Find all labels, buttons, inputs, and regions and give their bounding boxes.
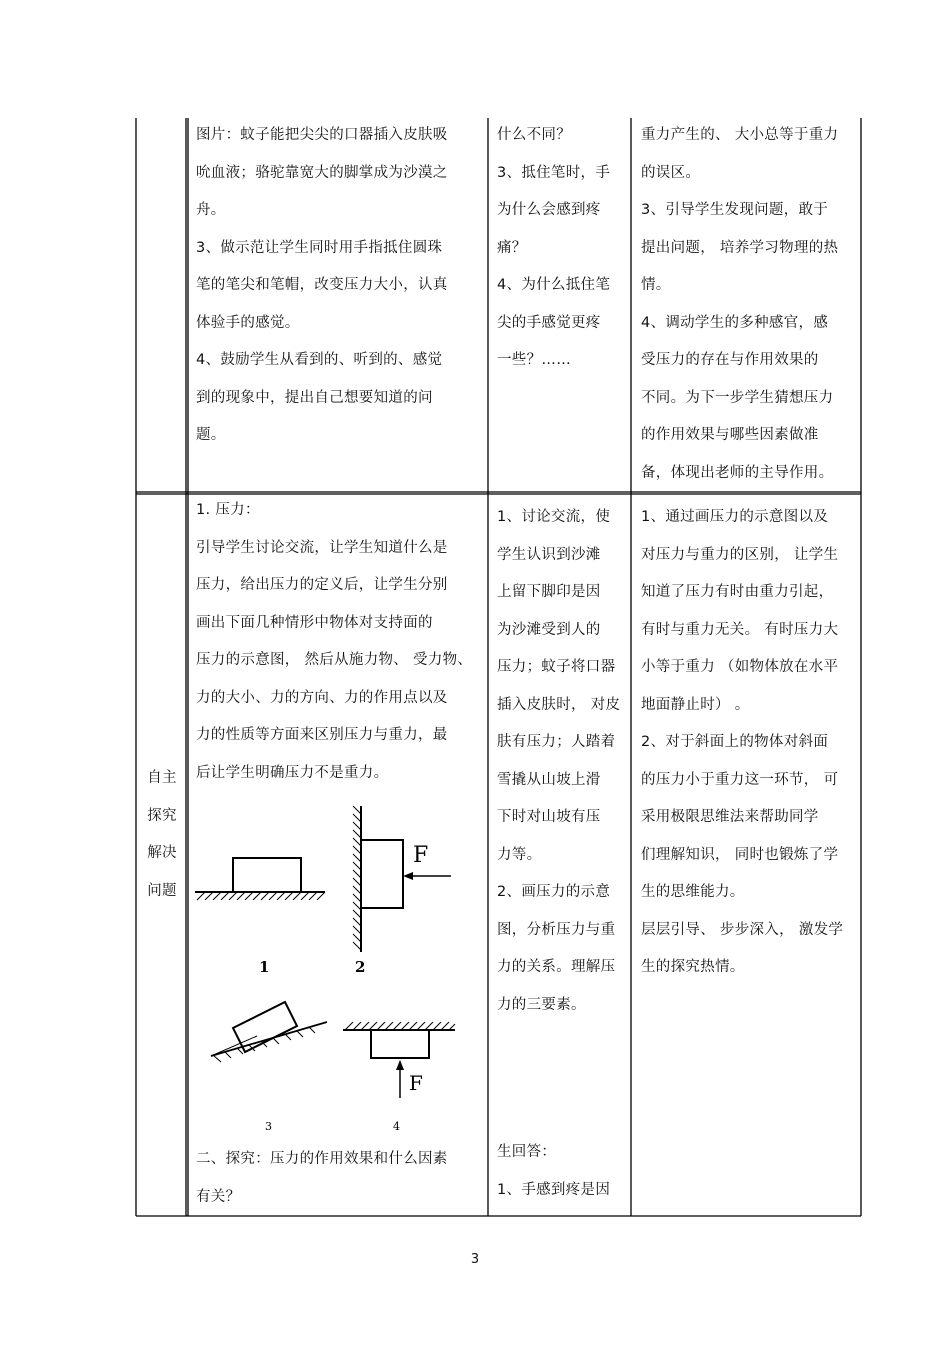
figure-3 [211, 1002, 327, 1062]
text-line: 体验手的感觉。 [196, 314, 300, 331]
text-line: 一些？…… [497, 352, 571, 368]
text-line: 力的性质等方面来区别压力与重力，最 [196, 727, 448, 743]
stage-label: 自主 [147, 770, 177, 786]
text-line: 力等。 [497, 846, 542, 863]
text-line: 1、手感到疼是因 [497, 1181, 611, 1198]
figure-1 [195, 858, 325, 900]
text-line: 不同。为下一步学生猜想压力 [641, 389, 834, 406]
text-line: 小等于重力 （如物体放在水平 [641, 659, 839, 675]
text-line: 的压力小于重力这一环节， 可 [641, 771, 839, 788]
text-line: 力的三要素。 [497, 996, 586, 1013]
row2-activity-cell-bottom [196, 1141, 484, 1216]
stage-label: 探究 [147, 807, 177, 824]
text-line: 生的思维能力。 [641, 884, 745, 900]
text-line: 对压力与重力的区别， 让学生 [641, 546, 839, 563]
row2-student-cell-top [497, 499, 629, 1024]
text-line: 情。 [641, 277, 671, 293]
text-line: 肤有压力；人踏着 [497, 734, 616, 750]
text-line: 采用极限思维法来帮助同学 [641, 809, 819, 825]
text-line: 为沙滩受到人的 [497, 621, 601, 638]
text-line: 3、引导学生发现问题，敢于 [641, 202, 829, 218]
text-line: 2、对于斜面上的物体对斜面 [641, 734, 829, 750]
text-line: 引导学生讨论交流，让学生知道什么是 [196, 539, 448, 556]
force-label-2: F [413, 843, 429, 868]
text-line: 2、画压力的示意 [497, 884, 611, 900]
text-line: 4、调动学生的多种感官，感 [641, 314, 829, 331]
row2-activity-cell-top [196, 492, 484, 792]
text-line: 题。 [196, 427, 226, 443]
pressure-figure-3-4 [193, 994, 459, 1136]
figure-label-4: 4 [393, 1120, 400, 1133]
figure-label-1: 1 [259, 958, 270, 976]
page-number: 3 [470, 1252, 480, 1267]
text-line: 3、抵住笔时，手 [497, 164, 611, 181]
text-line: 图，分析压力与重 [497, 921, 616, 938]
text-line: 力的关系。理解压 [497, 959, 616, 975]
text-line: 为什么会感到疼 [497, 202, 601, 218]
text-line: 重力产生的、 大小总等于重力 [641, 127, 839, 143]
text-line: 压力；蚊子将口器 [497, 659, 616, 675]
row1-student-cell [497, 117, 629, 380]
text-line: 4、为什么抵住笔 [497, 277, 611, 293]
text-line: 压力，给出压力的定义后，让学生分别 [196, 577, 448, 593]
text-line: 有关？ [196, 1188, 241, 1205]
text-line: 压力的示意图， 然后从施力物、 受力物、 [196, 652, 473, 668]
text-line: 生的探究热情。 [641, 959, 745, 975]
stage-label: 解决 [147, 845, 177, 861]
text-line: 提出问题， 培养学习物理的热 [641, 239, 839, 256]
text-line: 学生认识到沙滩 [497, 546, 601, 563]
text-line: 下时对山坡有压 [497, 809, 601, 825]
text-line: 力的大小、力的方向、力的作用点以及 [196, 689, 448, 706]
row2-intent-cell [641, 499, 859, 987]
figure-label-3: 3 [265, 1120, 272, 1133]
text-line: 层层引导、 步步深入， 激发学 [641, 921, 844, 938]
text-line: 有时与重力无关。 有时压力大 [641, 621, 839, 638]
text-line: 什么不同？ [497, 127, 571, 143]
text-line: 笔的笔尖和笔帽，改变压力大小，认真 [196, 277, 448, 293]
row2-student-cell-bottom [497, 1134, 629, 1209]
text-line: 痛？ [497, 239, 527, 256]
text-line: 知道了压力有时由重力引起， [641, 584, 834, 600]
text-line: 4、鼓励学生从看到的、听到的、感觉 [196, 352, 443, 368]
row1-intent-cell [641, 117, 859, 492]
figure-2 [353, 806, 451, 952]
figure-label-2: 2 [355, 958, 366, 976]
text-line: 雪撬从山坡上滑 [497, 771, 601, 788]
pressure-figure-1-2 [193, 802, 459, 982]
text-line: 上留下脚印是因 [497, 584, 601, 600]
text-line: 尖的手感觉更疼 [497, 314, 601, 331]
text-line: 吮血液；骆驼靠宽大的脚掌成为沙漠之 [196, 164, 448, 181]
text-line: 二、探究：压力的作用效果和什么因素 [196, 1151, 448, 1167]
text-line: 到的现象中，提出自己想要知道的问 [196, 389, 433, 406]
stage-label: 问题 [147, 882, 177, 899]
text-line: 备，体现出老师的主导作用。 [641, 464, 834, 481]
text-line: 1. 压力： [196, 502, 260, 518]
text-line: 舟。 [196, 202, 226, 218]
text-line: 画出下面几种情形中物体对支持面的 [196, 614, 433, 631]
text-line: 生回答： [497, 1144, 557, 1160]
text-line: 地面静止时） 。 [641, 696, 750, 713]
text-line: 后让学生明确压力不是重力。 [196, 764, 389, 781]
text-line: 图片：蚊子能把尖尖的口器插入皮肤吸 [196, 127, 448, 143]
figure-4 [343, 1022, 455, 1098]
text-line: 的误区。 [641, 164, 701, 181]
text-line: 1、通过画压力的示意图以及 [641, 509, 829, 525]
text-line: 们理解知识， 同时也锻炼了学 [641, 846, 839, 863]
text-line: 3、做示范让学生同时用手指抵住圆珠 [196, 239, 443, 256]
row1-activity-cell [196, 117, 484, 455]
text-line: 的作用效果与哪些因素做准 [641, 427, 819, 443]
row2-stage-cell [140, 760, 184, 910]
text-line: 受压力的存在与作用效果的 [641, 352, 819, 368]
text-line: 插入皮肤时， 对皮 [497, 696, 621, 713]
force-label-4: F [409, 1071, 423, 1095]
text-line: 1、讨论交流，使 [497, 509, 611, 525]
